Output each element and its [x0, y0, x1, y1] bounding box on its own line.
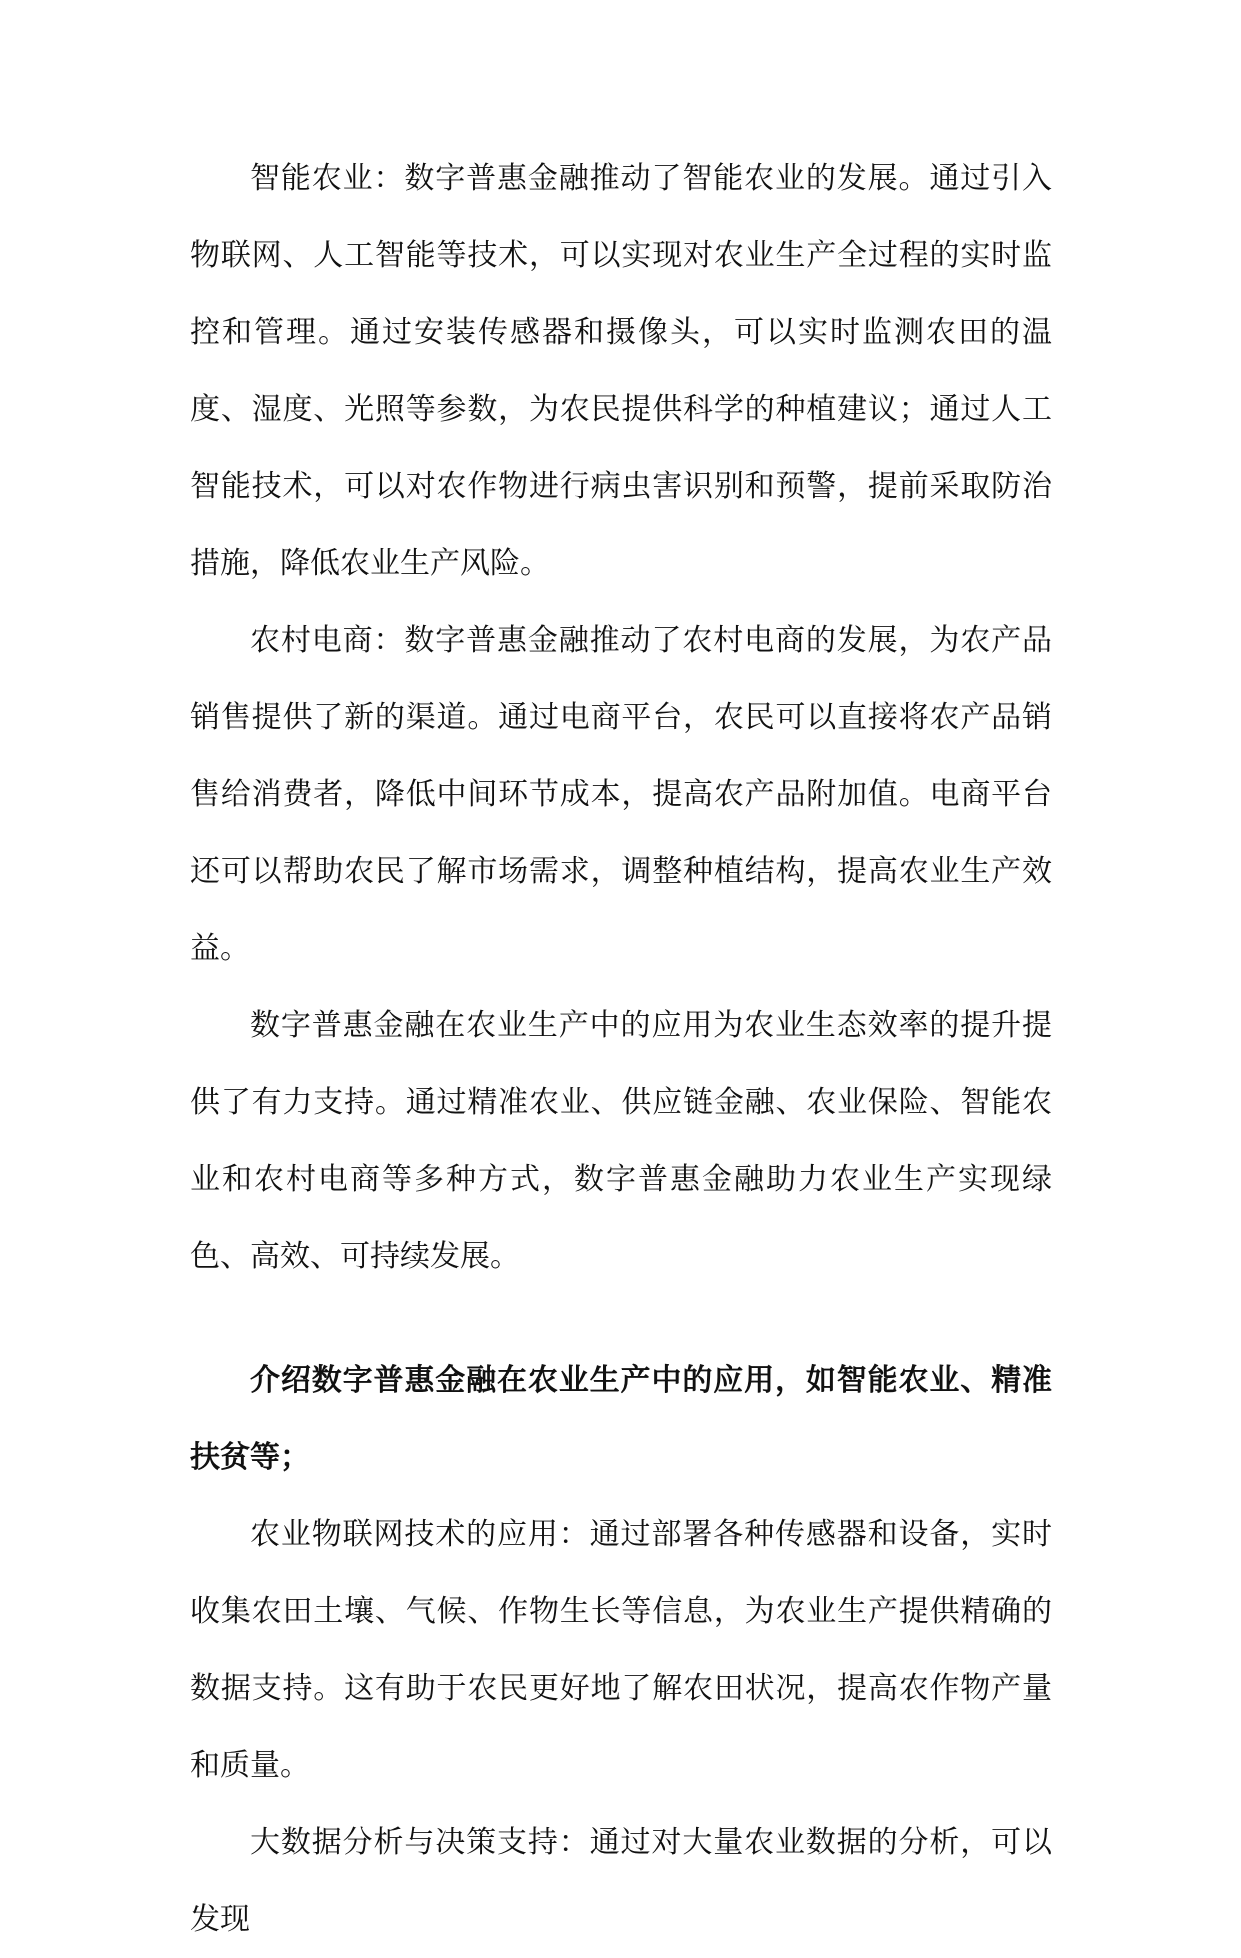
section-heading: 介绍数字普惠金融在农业生产中的应用，如智能农业、精准扶贫等；: [190, 1363, 1052, 1475]
paragraph-smart-agriculture: 智能农业：数字普惠金融推动了智能农业的发展。通过引入物联网、人工智能等技术，可以实现对农业生产全过程的实时监控和管理。通过安装传感器和摄像头，可以实时监测农田的温度、湿度、光照等参数，为农民提供科学的种植建议；通过人工智能技术，可以对农作物进行病虫害识别和预警，提前采取防治措施，降低农业生产风险。: [190, 161, 1052, 581]
paragraph-rural-ecommerce: 农村电商：数字普惠金融推动了农村电商的发展，为农产品销售提供了新的渠道。通过电商平台，农民可以直接将农产品销售给消费者，降低中间环节成本，提高农产品附加值。电商平台还可以帮助农民了解市场需求，调整种植结构，提高农业生产效益。: [190, 623, 1052, 966]
document-body: [190, 140, 1052, 1958]
paragraph-summary: 数字普惠金融在农业生产中的应用为农业生态效率的提升提供了有力支持。通过精准农业、供应链金融、农业保险、智能农业和农村电商等多种方式，数字普惠金融助力农业生产实现绿色、高效、可持续发展。: [190, 1008, 1052, 1274]
paragraph-big-data: 大数据分析与决策支持：通过对大量农业数据的分析，可以发现: [190, 1825, 1052, 1937]
paragraph-iot-application: 农业物联网技术的应用：通过部署各种传感器和设备，实时收集农田土壤、气候、作物生长等信息，为农业生产提供精确的数据支持。这有助于农民更好地了解农田状况，提高农作物产量和质量。: [190, 1517, 1052, 1783]
